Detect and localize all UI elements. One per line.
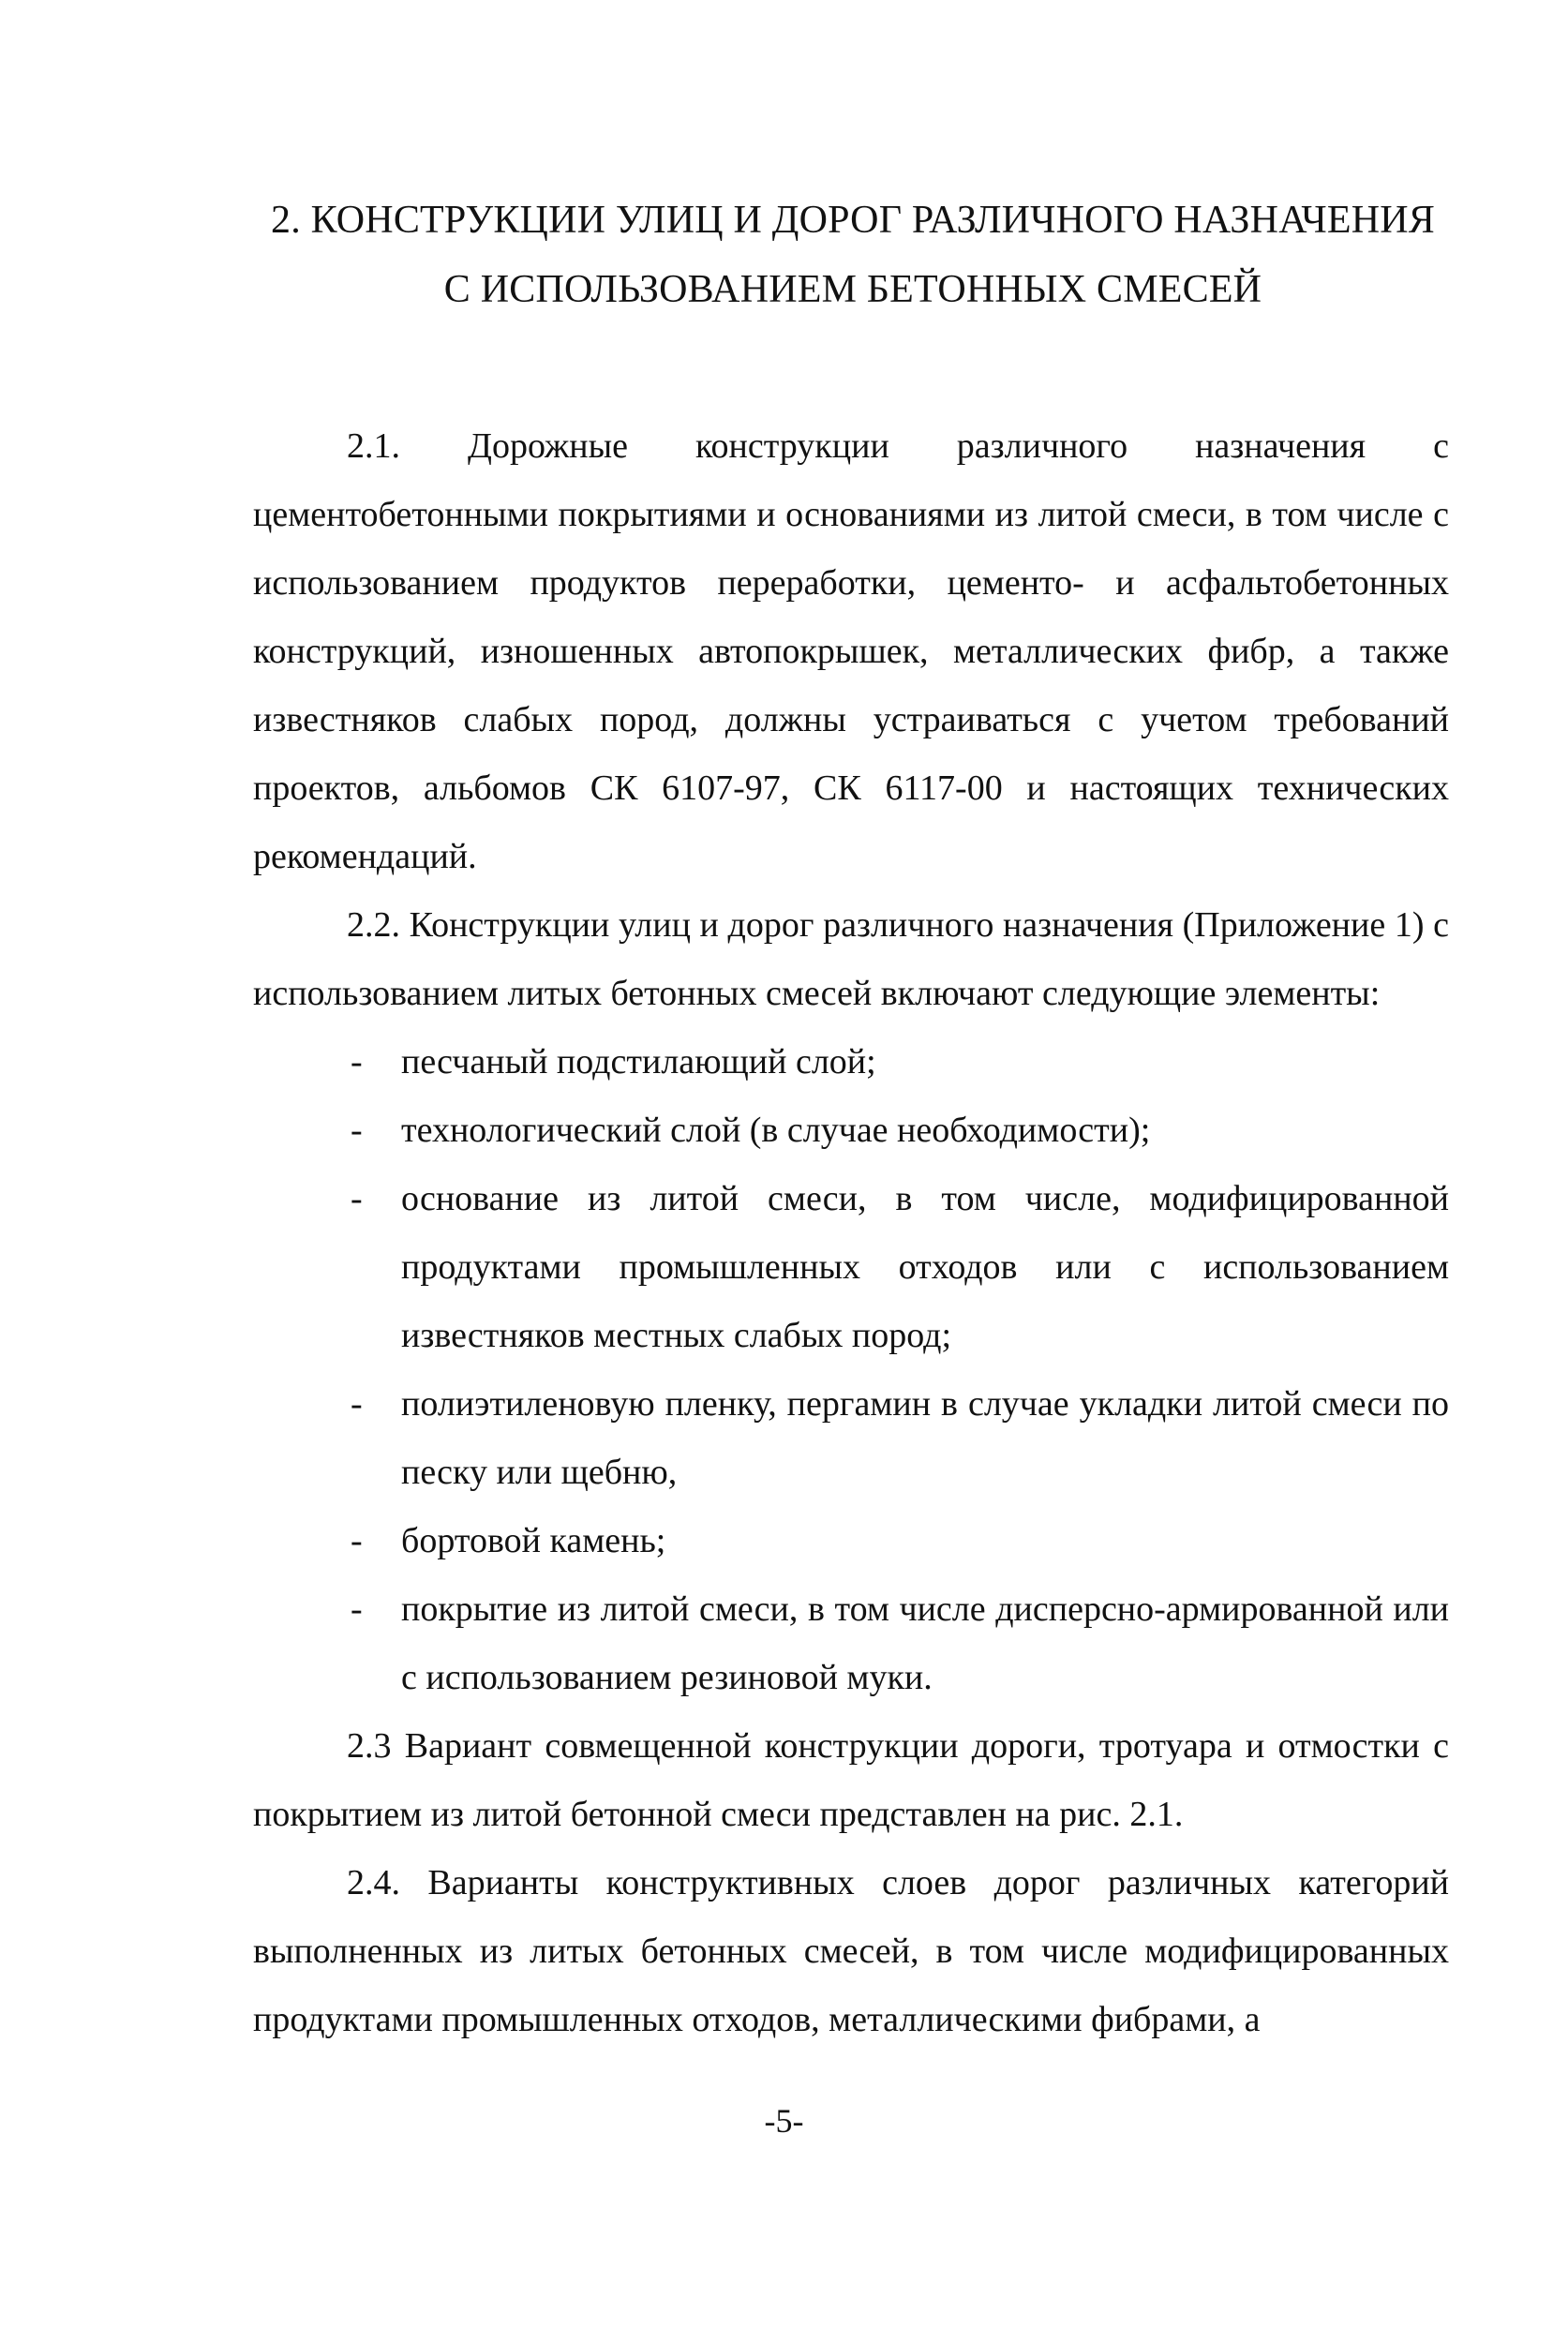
list-dash: - — [351, 1111, 363, 1150]
list-item — [253, 1575, 1449, 1712]
list-item — [253, 1096, 1449, 1165]
paragraph-2-2: 2.2. Конструкции улиц и дорог различного назначения (Приложение 1) с использованием литых бетонных смесей включают следующие элементы: — [253, 905, 1449, 1013]
list-item-text: технологический слой (в случае необходимости); — [401, 1111, 1151, 1150]
list-item — [253, 1370, 1449, 1507]
list-item — [253, 1507, 1449, 1575]
list-dash: - — [351, 1589, 363, 1629]
list-dash: - — [351, 1521, 363, 1560]
list-item — [253, 1165, 1449, 1370]
heading-line-2: С ИСПОЛЬЗОВАНИЕМ БЕТОННЫХ СМЕСЕЙ — [443, 268, 1262, 311]
page-number: -5- — [764, 2102, 804, 2140]
list-dash: - — [351, 1179, 363, 1218]
list-item-text: песчаный подстилающий слой; — [401, 1042, 876, 1081]
list-item-text: основание из литой смеси, в том числе, модифицированной продуктами промышленных отходов или с использованием известняков местных слабых пород; — [401, 1179, 1449, 1355]
list-dash: - — [351, 1384, 363, 1424]
paragraph-2-4: 2.4. Варианты конструктивных слоев дорог различных категорий выполненных из литых бетонных смесей, в том числе модифицированных продуктами промышленных отходов, металлическими фибрами, а — [253, 1863, 1449, 2039]
paragraph-2-1: 2.1. Дорожные конструкции различного назначения с цементобетонными покрытиями и основаниями из литой смеси, в том числе с использованием продуктов переработки, цементо- и асфальтобетонных конструкций, изношенных автопокрышек, металлических фибр, а также известняков слабых пород, должны устраиваться с учетом требований проектов, альбомов СК 6107-97, СК 6117-00 и настоящих технических рекомендаций. — [253, 426, 1449, 876]
document-body — [253, 412, 1449, 2054]
list-item-text: бортовой камень; — [401, 1521, 666, 1560]
list-item — [253, 1028, 1449, 1096]
paragraph-2-3: 2.3 Вариант совмещенной конструкции дороги, тротуара и отмостки с покрытием из литой бетонной смеси представлен на рис. 2.1. — [253, 1726, 1449, 1834]
elements-list — [253, 1028, 1449, 1712]
list-item-text: покрытие из литой смеси, в том числе дисперсно-армированной или с использованием резиновой муки. — [401, 1589, 1449, 1697]
section-heading — [187, 186, 1518, 324]
list-dash: - — [351, 1042, 363, 1081]
list-item-text: полиэтиленовую пленку, пергамин в случае укладки литой смеси по песку или щебню, — [401, 1384, 1449, 1492]
heading-line-1: 2. КОНСТРУКЦИИ УЛИЦ И ДОРОГ РАЗЛИЧНОГО НАЗНАЧЕНИЯ — [271, 199, 1435, 242]
